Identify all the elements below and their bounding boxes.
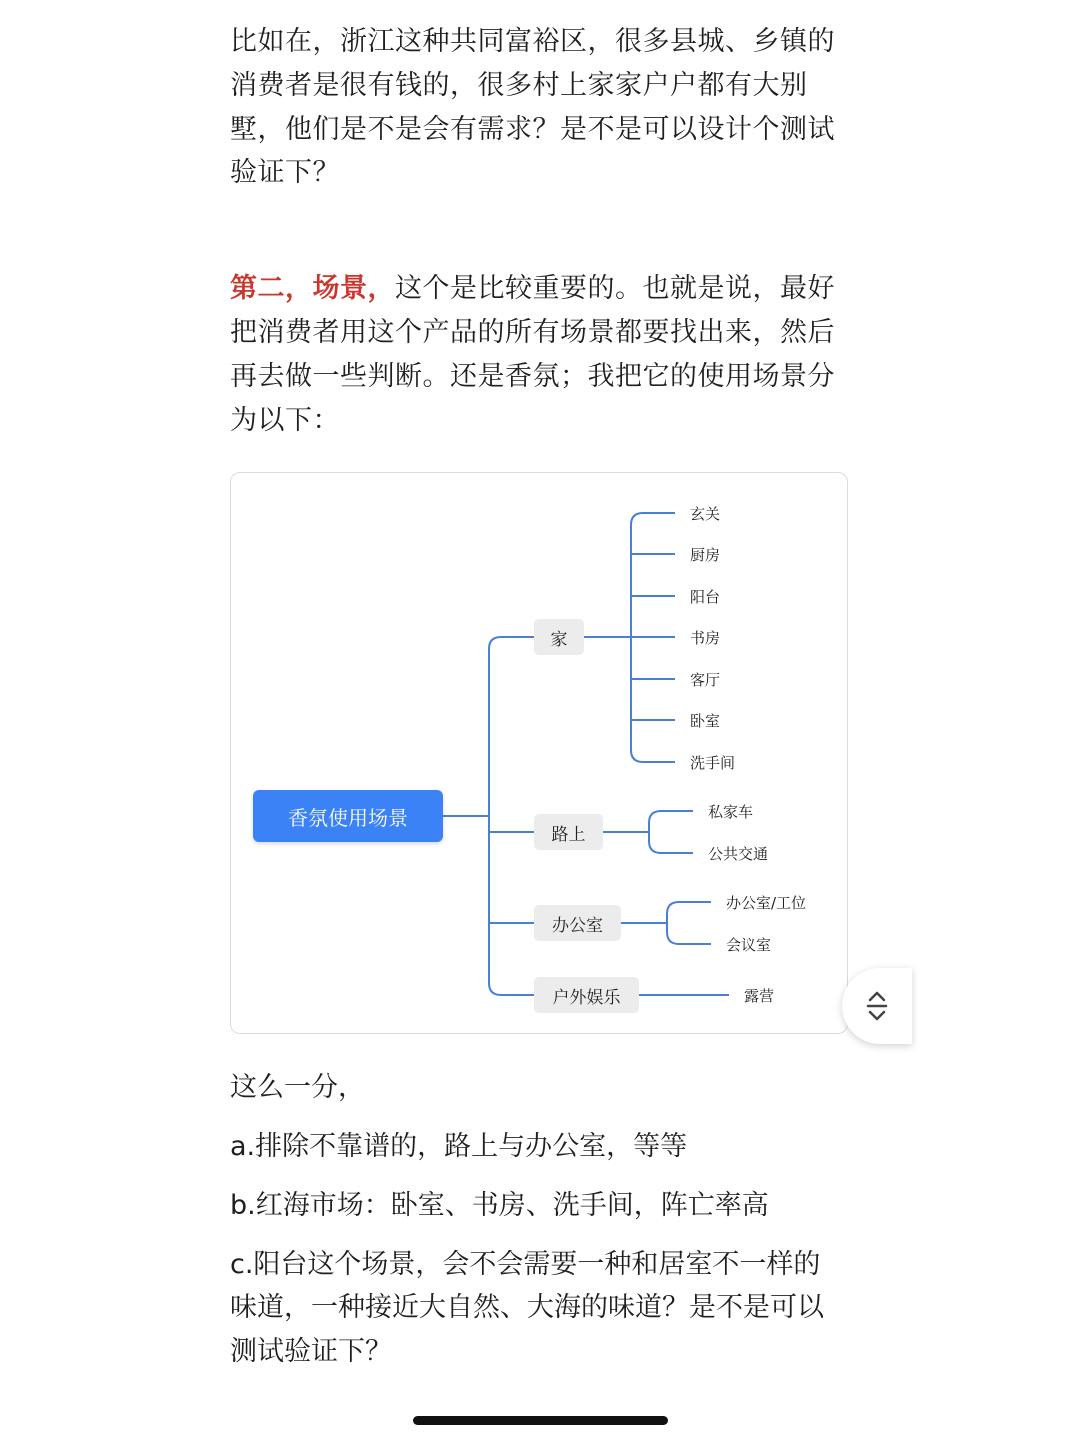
leaf-home-6: 洗手间 <box>690 754 736 772</box>
intro-line-4: 验证下？ <box>230 157 340 188</box>
leaf-home-5: 卧室 <box>690 712 721 730</box>
category-home: 家 <box>534 619 584 655</box>
category-office: 办公室 <box>534 905 621 941</box>
trunk <box>489 637 534 995</box>
item-c-line-1: c.阳台这个场景，会不会需要一种和居室不一样的 <box>230 1249 821 1280</box>
section2-highlight: 第二，场景， <box>230 273 395 304</box>
section2-line1-rest: 这个是比较重要的。也就是说，最好 <box>395 273 835 304</box>
leaf-road-1: 公共交通 <box>708 845 769 863</box>
summary-line: 这么一分， <box>230 1072 365 1103</box>
home-indicator[interactable] <box>413 1416 668 1425</box>
intro-line-1: 比如在，浙江这种共同富裕区，很多县城、乡镇的 <box>230 26 835 57</box>
leaf-office-1: 会议室 <box>726 936 772 954</box>
category-outdoor: 户外娱乐 <box>534 977 639 1013</box>
leaf-road-0: 私家车 <box>708 803 754 821</box>
section2-line-1 <box>230 267 850 311</box>
leaf-home-0: 玄关 <box>690 505 721 523</box>
category-road: 路上 <box>534 814 603 850</box>
leaf-office-0: 办公室/工位 <box>726 894 807 912</box>
item-c-line-3: 测试验证下？ <box>230 1336 392 1367</box>
leaf-home-4: 客厅 <box>690 671 721 689</box>
root-node: 香氛使用场景 <box>253 790 443 842</box>
mind-map <box>230 472 848 1034</box>
office-branch <box>621 902 711 944</box>
leaf-home-1: 厨房 <box>690 546 721 564</box>
leaf-home-3: 书房 <box>690 629 721 647</box>
leaf-outdoor-0: 露营 <box>744 987 775 1005</box>
collapse-expand-icon <box>863 989 891 1023</box>
item-b: b.红海市场：卧室、书房、洗手间，阵亡率高 <box>230 1190 769 1221</box>
leaf-home-2: 阳台 <box>690 588 721 606</box>
home-trunk <box>631 513 675 762</box>
item-c-line-2: 味道，一种接近大自然、大海的味道？是不是可以 <box>230 1292 824 1323</box>
collapse-toggle-button[interactable] <box>842 968 912 1044</box>
section2-line-3: 再去做一些判断。还是香氛；我把它的使用场景分 <box>230 361 835 392</box>
intro-line-2: 消费者是很有钱的，很多村上家家户户都有大别 <box>230 70 808 101</box>
road-branch <box>603 811 693 853</box>
item-a: a.排除不靠谱的，路上与办公室，等等 <box>230 1131 688 1162</box>
section2-line-4: 为以下： <box>230 405 340 436</box>
section2-line-2: 把消费者用这个产品的所有场景都要找出来，然后 <box>230 317 835 348</box>
intro-line-3: 墅，他们是不是会有需求？是不是可以设计个测试 <box>230 114 835 145</box>
